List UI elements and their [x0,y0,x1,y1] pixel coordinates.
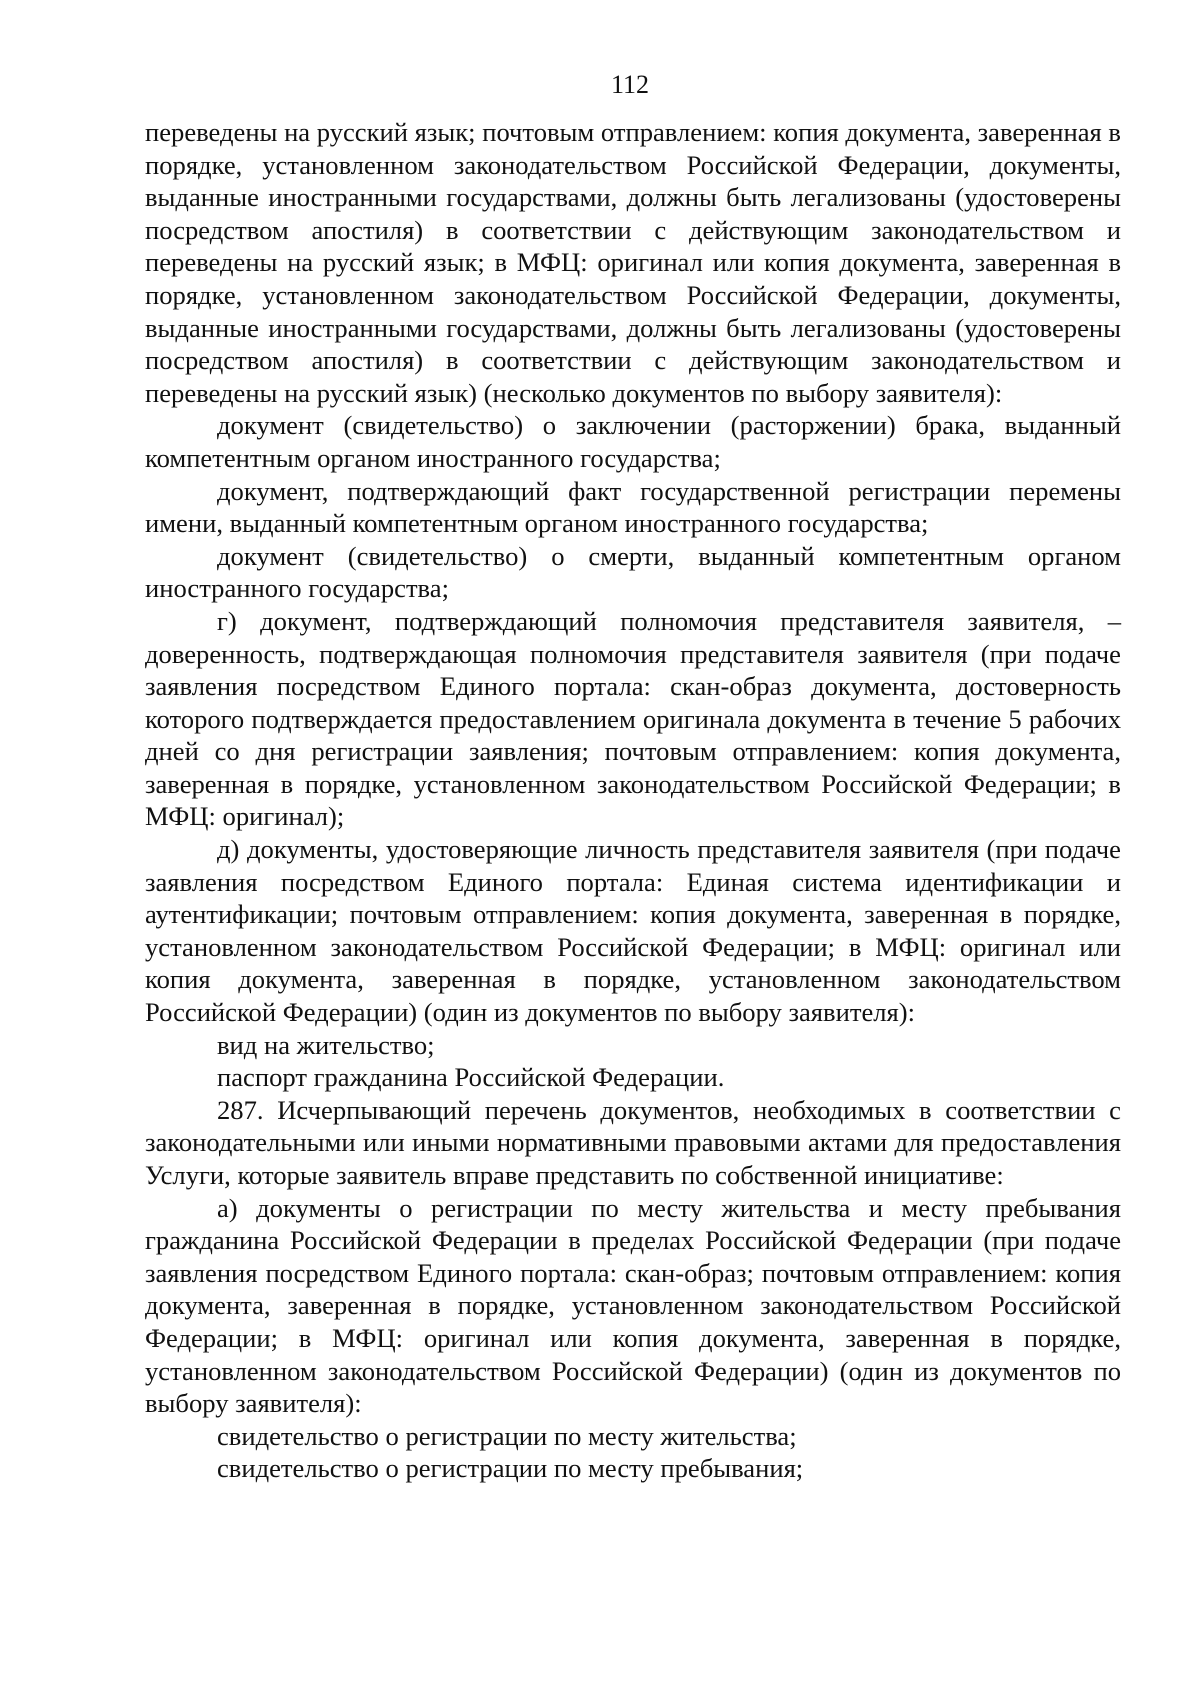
clause-287: 287. Исчерпывающий перечень документов, необходимых в соответствии с законодательными или иными нормативными правовыми актами для предоставления Услуги, которые заявитель вправе представить по собственной инициативе: [145,1094,1121,1190]
document-body [145,116,1121,1485]
list-item: документ, подтверждающий факт государственной регистрации перемены имени, выданный компетентным органом иностранного государства; [145,475,1121,539]
subclause-g: г) документ, подтверждающий полномочия представителя заявителя, – доверенность, подтверждающая полномочия представителя заявителя (при подаче заявления посредством Единого портала: скан-образ документа, достоверность которого подтверждается предоставлением оригинала документа в течение 5 рабочих дней со дня регистрации заявления; почтовым отправлением: копия документа, заверенная в порядке, установленном законодательством Российской Федерации; в МФЦ: оригинал); [145,605,1121,832]
list-item: свидетельство о регистрации по месту пребывания; [217,1453,804,1484]
list-item: свидетельство о регистрации по месту жительства; [217,1420,797,1451]
page-number: 112 [610,70,650,99]
list-item: документ (свидетельство) о заключении (расторжении) брака, выданный компетентным органом иностранного государства; [145,410,1121,473]
list-item: паспорт гражданина Российской Федерации. [217,1062,725,1093]
paragraph-continuation: переведены на русский язык; почтовым отправлением: копия документа, заверенная в порядке, установленном законодательством Российской Федерации, документы, выданные иностранными государствами, должны быть легализованы (удостоверены посредством апостиля) в соответствии с действующим законодательством и переведены на русский язык; в МФЦ: оригинал или копия документа, заверенная в порядке, установленном законодательством Российской Федерации, документы, выданные иностранными государствами, должны быть легализованы (удостоверены посредством апостиля) в соответствии с действующим законодательством и переведены на русский язык) (несколько документов по выбору заявителя): [145,117,1121,408]
list-item: документ (свидетельство) о смерти, выданный компетентным органом иностранного государства; [145,540,1121,604]
subclause-d: д) документы, удостоверяющие личность представителя заявителя (при подаче заявления посредством Единого портала: Единая система идентификации и аутентификации; почтовым отправлением: копия документа, заверенная в порядке, установленном законодательством Российской Федерации; в МФЦ: оригинал или копия документа, заверенная в порядке, установленном законодательством Российской Федерации) (один из документов по выбору заявителя): [145,834,1121,1028]
list-item: вид на жительство; [217,1029,435,1060]
subclause-a: а) документы о регистрации по месту жительства и месту пребывания гражданина Российской Федерации в пределах Российской Федерации (при подаче заявления посредством Единого портала: скан-образ; почтовым отправлением: копия документа, заверенная в порядке, установленном законодательством Российской Федерации; в МФЦ: оригинал или копия документа, заверенная в порядке, установленном законодательством Российской Федерации) (один из документов по выбору заявителя): [145,1192,1121,1419]
